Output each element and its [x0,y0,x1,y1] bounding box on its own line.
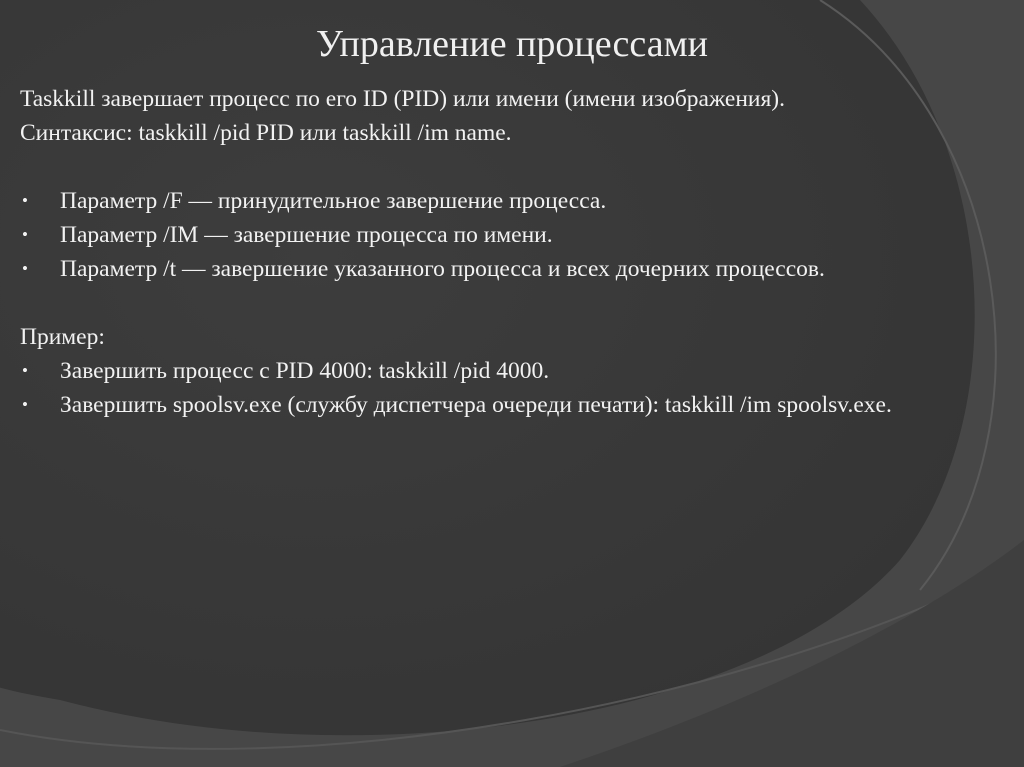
slide-content [20,82,970,422]
bullet-icon: • [22,259,28,278]
parameter-text: Параметр /F — принудительное завершение процесса. [60,188,607,214]
bullet-icon: • [22,191,28,210]
example-text: Завершить процесс с PID 4000: taskkill /pid 4000. [60,358,550,384]
parameter-text: Параметр /IM — завершение процесса по имени. [60,222,553,248]
bullet-icon: • [22,361,28,380]
intro-line: Taskkill завершает процесс по его ID (PID) или имени (имени изображения). [20,86,786,112]
list-item [20,184,970,218]
list-item [20,388,970,422]
spacer [20,286,970,320]
list-item [20,354,970,388]
bullet-icon: • [22,395,28,414]
parameter-text: Параметр /t — завершение указанного процесса и всех дочерних процессов. [60,256,825,282]
examples-list [20,354,970,422]
example-heading: Пример: [20,324,105,350]
bullet-icon: • [22,225,28,244]
list-item [20,252,970,286]
parameters-list [20,184,970,286]
example-text: Завершить spoolsv.exe (службу диспетчера очереди печати): taskkill /im spoolsv.exe. [60,392,892,418]
slide-title: Управление процессами [315,23,708,65]
list-item [20,218,970,252]
spacer [20,150,970,184]
syntax-line: Синтаксис: taskkill /pid PID или taskkill /im name. [20,120,512,146]
